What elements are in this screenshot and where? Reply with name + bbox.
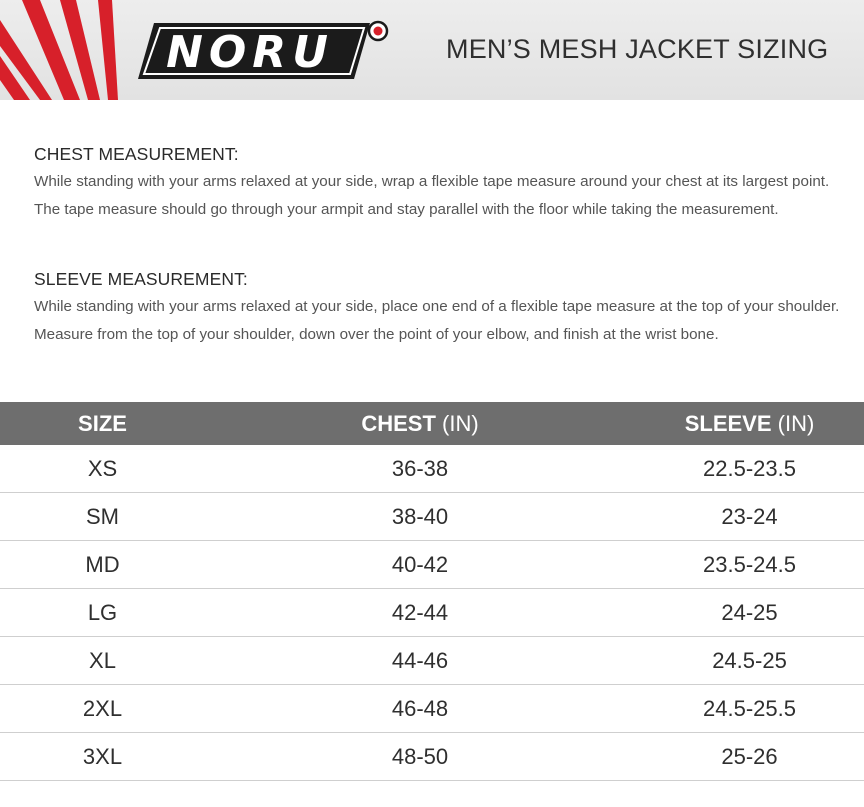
sleeve-cell: 24.5-25.5 xyxy=(635,685,864,733)
chest-cell: 44-46 xyxy=(205,637,635,685)
sleeve-cell: 24-25 xyxy=(635,589,864,637)
size-cell: 3XL xyxy=(0,733,205,781)
size-cell: XL xyxy=(0,637,205,685)
size-cell: SM xyxy=(0,493,205,541)
chest-cell: 36-38 xyxy=(205,445,635,493)
chest-cell: 38-40 xyxy=(205,493,635,541)
sleeve-cell: 23.5-24.5 xyxy=(635,541,864,589)
sleeve-cell: 25-26 xyxy=(635,733,864,781)
size-cell: MD xyxy=(0,541,205,589)
sleeve-measurement-section xyxy=(34,268,849,348)
sunburst-rays-graphic xyxy=(0,0,130,100)
table-row xyxy=(0,685,864,733)
size-chart-table xyxy=(0,402,864,781)
noru-logo xyxy=(138,17,398,85)
header-banner xyxy=(0,0,864,100)
chest-cell: 42-44 xyxy=(205,589,635,637)
page-title: MEN’S MESH JACKET SIZING xyxy=(446,34,829,64)
chest-measurement-text: While standing with your arms relaxed at your side, wrap a flexible tape measure around your chest at its largest point. The tape measure should go through your armpit and stay parallel with the floor while taking the measurement. xyxy=(34,173,830,218)
sleeve-measurement-text: While standing with your arms relaxed at your side, place one end of a flexible tape measure at the top of your shoulder. Measure from the top of your shoulder, down over the point of your elbow, and finish at the wrist bone. xyxy=(34,298,840,343)
size-cell: XS xyxy=(0,445,205,493)
sleeve-cell: 24.5-25 xyxy=(635,637,864,685)
sleeve-measurement-heading: SLEEVE MEASUREMENT: xyxy=(34,269,248,289)
size-cell: 2XL xyxy=(0,685,205,733)
size-cell: LG xyxy=(0,589,205,637)
header-size: SIZE xyxy=(0,402,205,445)
chest-measurement-section xyxy=(34,143,849,223)
header-sleeve: SLEEVE (IN) xyxy=(635,402,864,445)
table-row xyxy=(0,637,864,685)
chest-measurement-heading: CHEST MEASUREMENT: xyxy=(34,144,239,164)
table-row xyxy=(0,733,864,781)
svg-text:NORU: NORU xyxy=(166,27,334,78)
header-chest: CHEST (IN) xyxy=(205,402,635,445)
sleeve-cell: 23-24 xyxy=(635,493,864,541)
sleeve-cell: 22.5-23.5 xyxy=(635,445,864,493)
chest-cell: 40-42 xyxy=(205,541,635,589)
table-row xyxy=(0,493,864,541)
table-row xyxy=(0,589,864,637)
chest-cell: 46-48 xyxy=(205,685,635,733)
table-row xyxy=(0,541,864,589)
table-header-row xyxy=(0,402,864,445)
table-row xyxy=(0,445,864,493)
chest-cell: 48-50 xyxy=(205,733,635,781)
